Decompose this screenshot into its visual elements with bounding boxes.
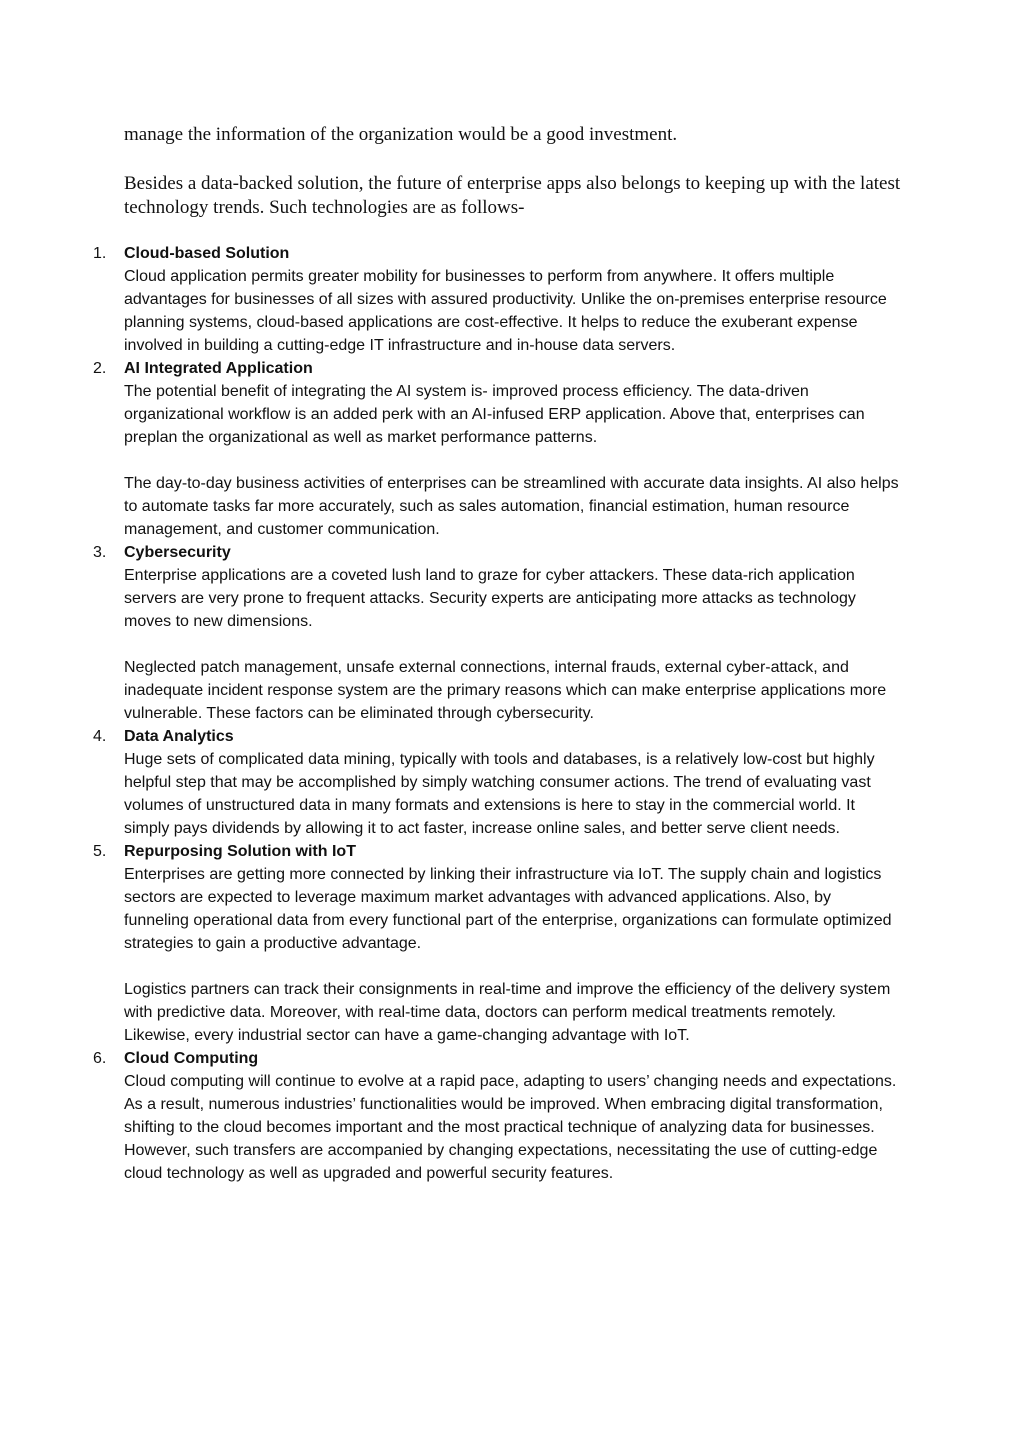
list-item-paragraph: Enterprise applications are a coveted lush land to graze for cyber attackers. These data-rich application servers are very prone to frequent attacks. Security experts are anticipating more attacks as technology moves to new dimensions. (124, 567, 856, 630)
list-item-paragraph: Neglected patch management, unsafe external connections, internal frauds, external cyber-attack, and inadequate incident response system are the primary reasons which can make enterprise applications more vulnerable. These factors can be eliminated through cybersecurity. (124, 659, 887, 722)
list-item-paragraph: Cloud computing will continue to evolve at a rapid pace, adapting to users’ changing needs and expectations. As a result, numerous industries’ functionalities would be improved. When embracing digital transformation, shifting to the cloud becomes important and the most practical technique of analyzing data for businesses. However, such transfers are accompanied by changing expectations, necessitating the use of cutting-edge cloud technology as well as upgraded and powerful security features. (124, 1073, 897, 1182)
intro-paragraph: Besides a data-backed solution, the future of enterprise apps also belongs to keeping up with the latest technology trends. Such technologies are as follows- (124, 173, 901, 218)
list-item-number: 5. (93, 843, 107, 860)
list-item-paragraph: Huge sets of complicated data mining, typically with tools and databases, is a relatively low-cost but highly helpful step that may be accomplished by simply watching consumer actions. The trend of evaluating vast volumes of unstructured data in many formats and extensions is here to stay in the commercial world. It simply pays dividends by allowing it to act faster, increase online sales, and better serve client needs. (124, 751, 875, 837)
list-item-title: AI Integrated Application (124, 360, 313, 377)
list-item-number: 3. (93, 544, 107, 561)
list-item (0, 357, 900, 541)
list-item-paragraph: Enterprises are getting more connected by linking their infrastructure via IoT. The supply chain and logistics sectors are expected to leverage maximum market advantages with advanced applications. Also, by funneling operational data from every functional part of the enterprise, organizations can formulate optimized strategies to gain a productive advantage. (124, 866, 892, 952)
list-item-title: Cloud Computing (124, 1050, 259, 1067)
list-item-paragraph: Cloud application permits greater mobility for businesses to perform from anywhere. It offers multiple advantages for businesses of all sizes with assured productivity. Unlike the on-premises enterprise resource planning systems, cloud-based applications are cost-effective. It helps to reduce the exuberant expense involved in building a cutting-edge IT infrastructure and in-house data servers. (124, 268, 887, 354)
intro-paragraph-continued: manage the information of the organization would be a good investment. (124, 124, 678, 145)
list-item (0, 725, 900, 840)
list-item (0, 840, 900, 1047)
list-item-paragraph: The day-to-day business activities of enterprises can be streamlined with accurate data insights. AI also helps to automate tasks far more accurately, such as sales automation, financial estimation, human resource management, and customer communication. (124, 475, 899, 538)
list-item-number: 6. (93, 1050, 107, 1067)
list-item-title: Cybersecurity (124, 544, 231, 561)
technology-trends-list (0, 242, 1023, 1185)
list-item (0, 1047, 900, 1185)
list-item-title: Data Analytics (124, 728, 234, 745)
list-item-number: 2. (93, 360, 107, 377)
list-item-paragraph: Logistics partners can track their consignments in real-time and improve the efficiency of the delivery system with predictive data. Moreover, with real-time data, doctors can perform medical treatments remotely. Likewise, every industrial sector can have a game-changing advantage with IoT. (124, 981, 891, 1044)
list-item-number: 1. (93, 245, 107, 262)
list-item (0, 541, 900, 725)
list-item-paragraph: The potential benefit of integrating the AI system is- improved process efficiency. The data-driven organizational workflow is an added perk with an AI-infused ERP application. Above that, enterprises can preplan the organizational as well as market performance patterns. (124, 383, 865, 446)
list-item-title: Cloud-based Solution (124, 245, 290, 262)
list-item-number: 4. (93, 728, 107, 745)
list-item (0, 242, 900, 357)
list-item-title: Repurposing Solution with IoT (124, 843, 356, 860)
